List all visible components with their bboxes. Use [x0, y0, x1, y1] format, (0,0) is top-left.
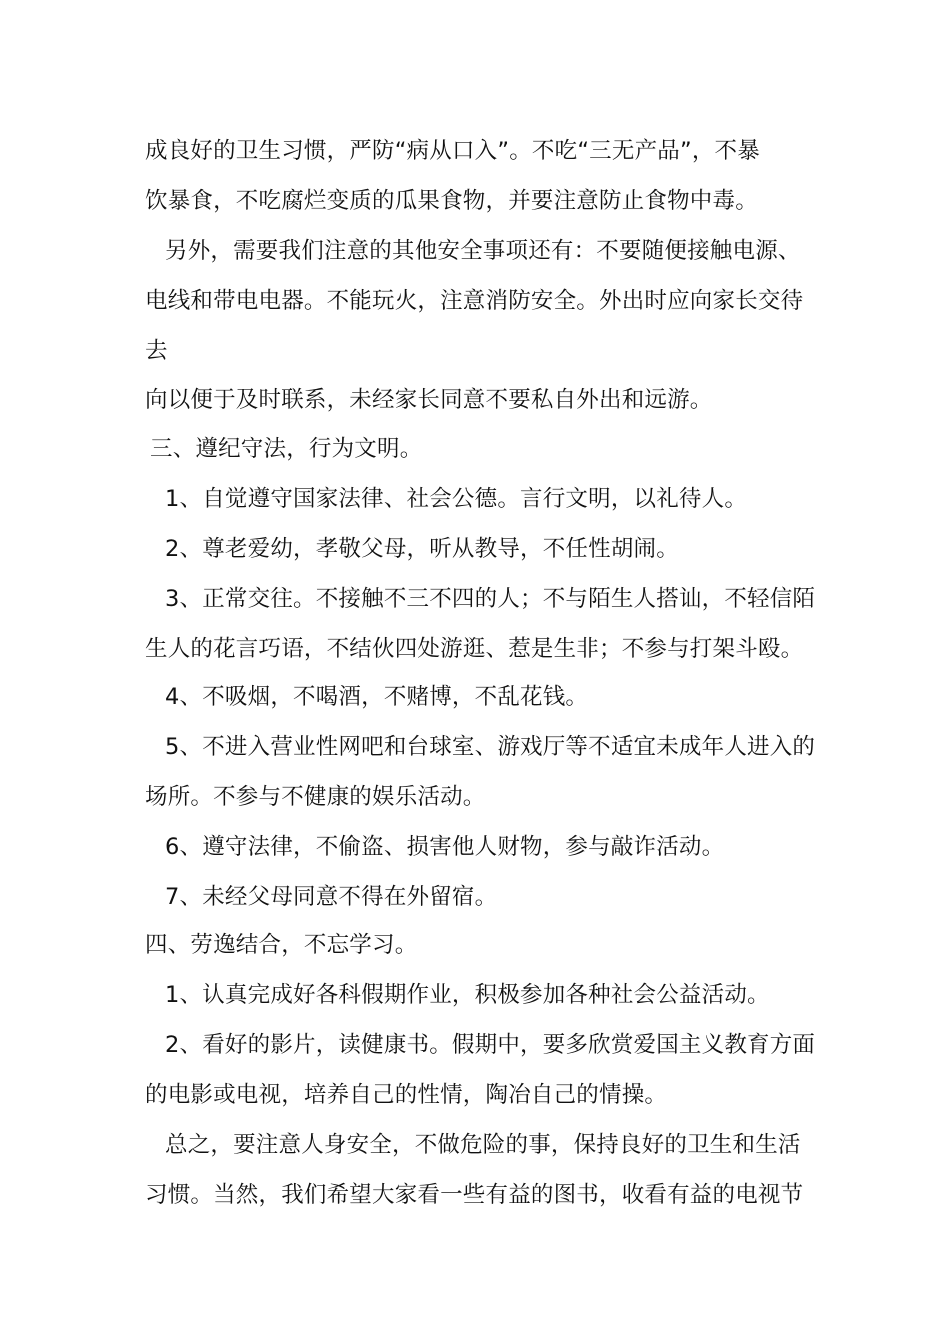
text-line: 习惯。当然，我们希望大家看一些有益的图书，收看有益的电视节 [145, 1182, 804, 1208]
text-line: 场所。不参与不健康的娱乐活动。 [145, 784, 486, 810]
text-line: 的电影或电视，培养自己的性情，陶冶自己的情操。 [145, 1082, 668, 1108]
list-item: 3、正常交往。不接触不三不四的人；不与陌生人搭讪，不轻信陌 [165, 586, 816, 612]
text-line: 去 [145, 338, 168, 364]
section-heading: 三、遵纪守法，行为文明。 [150, 436, 423, 462]
list-item: 5、不进入营业性网吧和台球室、游戏厅等不适宜未成年人进入的 [165, 734, 816, 760]
list-item: 2、看好的影片，读健康书。假期中，要多欣赏爱国主义教育方面 [165, 1032, 816, 1058]
text-line: 生人的花言巧语，不结伙四处游逛、惹是生非；不参与打架斗殴。 [145, 636, 804, 662]
section-heading: 四、劳逸结合，不忘学习。 [145, 932, 418, 958]
list-item: 7、未经父母同意不得在外留宿。 [165, 884, 498, 910]
list-item: 4、不吸烟，不喝酒，不赌博，不乱花钱。 [165, 684, 589, 710]
text-line: 成良好的卫生习惯，严防“病从口入”。不吃“三无产品”，不暴 [145, 138, 760, 164]
text-line: 另外，需要我们注意的其他安全事项还有：不要随便接触电源、 [165, 238, 801, 264]
text-line: 向以便于及时联系，未经家长同意不要私自外出和远游。 [145, 387, 713, 413]
text-line: 电线和带电电器。不能玩火，注意消防安全。外出时应向家长交待 [145, 288, 804, 314]
list-item: 2、尊老爱幼，孝敬父母，听从教导，不任性胡闹。 [165, 536, 679, 562]
text-line: 总之，要注意人身安全，不做危险的事，保持良好的卫生和生活 [165, 1132, 801, 1158]
list-item: 6、遵守法律，不偷盗、损害他人财物，参与敲诈活动。 [165, 834, 725, 860]
list-item: 1、认真完成好各科假期作业，积极参加各种社会公益活动。 [165, 982, 770, 1008]
list-item: 1、自觉遵守国家法律、社会公德。言行文明，以礼待人。 [165, 486, 748, 512]
text-line: 饮暴食，不吃腐烂变质的瓜果食物，并要注意防止食物中毒。 [145, 188, 758, 214]
